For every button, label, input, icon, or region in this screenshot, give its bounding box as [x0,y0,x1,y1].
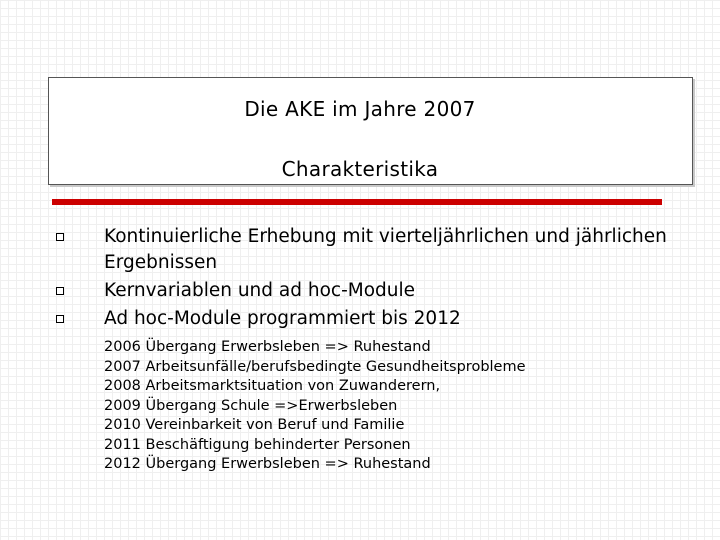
accent-divider-bar [52,199,662,205]
square-bullet-icon [56,315,64,323]
bullet-item [40,306,680,332]
module-list [104,338,526,475]
bullet-item [40,278,680,304]
slide-title: Die AKE im Jahre 2007 [244,97,476,121]
bullet-text: Kontinuierliche Erhebung mit vierteljährlichen und jährlichen Ergebnissen [104,226,667,273]
module-item: 2006 Übergang Erwerbsleben => Ruhestand [104,339,431,355]
module-item: 2010 Vereinbarkeit von Beruf und Familie [104,417,405,433]
module-item: 2011 Beschäftigung behinderter Personen [104,436,411,453]
bullet-text: Ad hoc-Module programmiert bis 2012 [104,308,461,329]
module-item: 2007 Arbeitsunfälle/berufsbedingte Gesundheitsprobleme [104,358,526,375]
bullet-list [40,224,680,334]
module-item: 2009 Übergang Schule =>Erwerbsleben [104,397,398,414]
module-item: 2012 Übergang Erwerbsleben => Ruhestand [104,456,431,472]
module-item: 2008 Arbeitsmarktsituation von Zuwanderern, [104,378,441,394]
square-bullet-icon [56,233,64,241]
slide-subtitle: Charakteristika [281,157,439,181]
bullet-text: Kernvariablen und ad hoc-Module [104,280,416,301]
bullet-item [40,224,680,276]
square-bullet-icon [56,287,64,295]
